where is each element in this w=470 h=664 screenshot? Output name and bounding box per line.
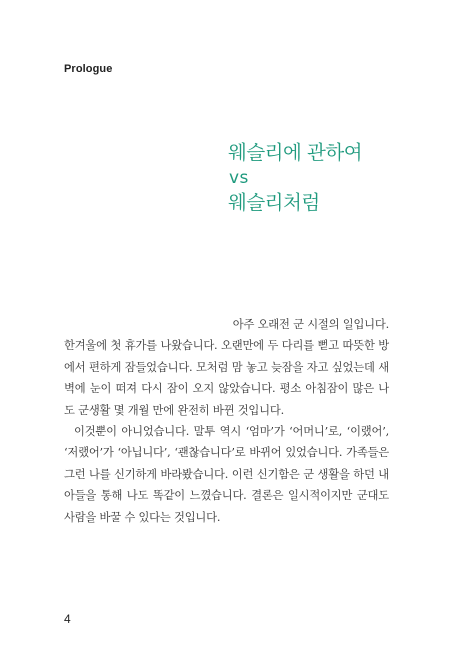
title-line-2: 웨슬리처럼 <box>228 191 320 214</box>
page-number: 4 <box>64 612 71 626</box>
body-line: 이것뿐이 아니었습니다. 말투 역시 ‘엄마’가 ‘어머니’로, ‘이랬어’, <box>74 425 389 439</box>
section-label: Prologue <box>64 63 113 75</box>
title-line-1: 웨슬리에 관하여 <box>228 141 363 164</box>
body-line: ‘저랬어’가 ‘아닙니다’, ‘괜찮습니다’로 바뀌어 있었습니다. 가족들은 <box>64 446 389 460</box>
body-text <box>64 314 389 528</box>
body-line: 사람을 바꿀 수 있다는 것입니다. <box>64 510 221 524</box>
title-vs: vs <box>229 168 249 188</box>
body-line: 아주 오래전 군 시절의 일입니다. <box>232 318 389 331</box>
chapter-title <box>228 140 362 216</box>
body-line: 도 군생활 몇 개월 만에 완전히 바뀐 것입니다. <box>64 403 284 417</box>
body-line: 에서 편하게 잠들었습니다. 모처럼 맘 놓고 늦잠을 자고 싶었는데 새 <box>64 360 389 374</box>
body-line: 벽에 눈이 떠져 다시 잠이 오지 않았습니다. 평소 아침잠이 많은 나 <box>64 382 389 396</box>
body-line: 한겨울에 첫 휴가를 나왔습니다. 오랜만에 두 다리를 뻗고 따뜻한 방 <box>64 339 389 353</box>
body-line: 아들을 통해 나도 똑같이 느꼈습니다. 결론은 일시적이지만 군대도 <box>64 489 389 503</box>
body-line: 그런 나를 신기하게 바라봤습니다. 이런 신기함은 군 생활을 하던 내 <box>64 467 389 481</box>
